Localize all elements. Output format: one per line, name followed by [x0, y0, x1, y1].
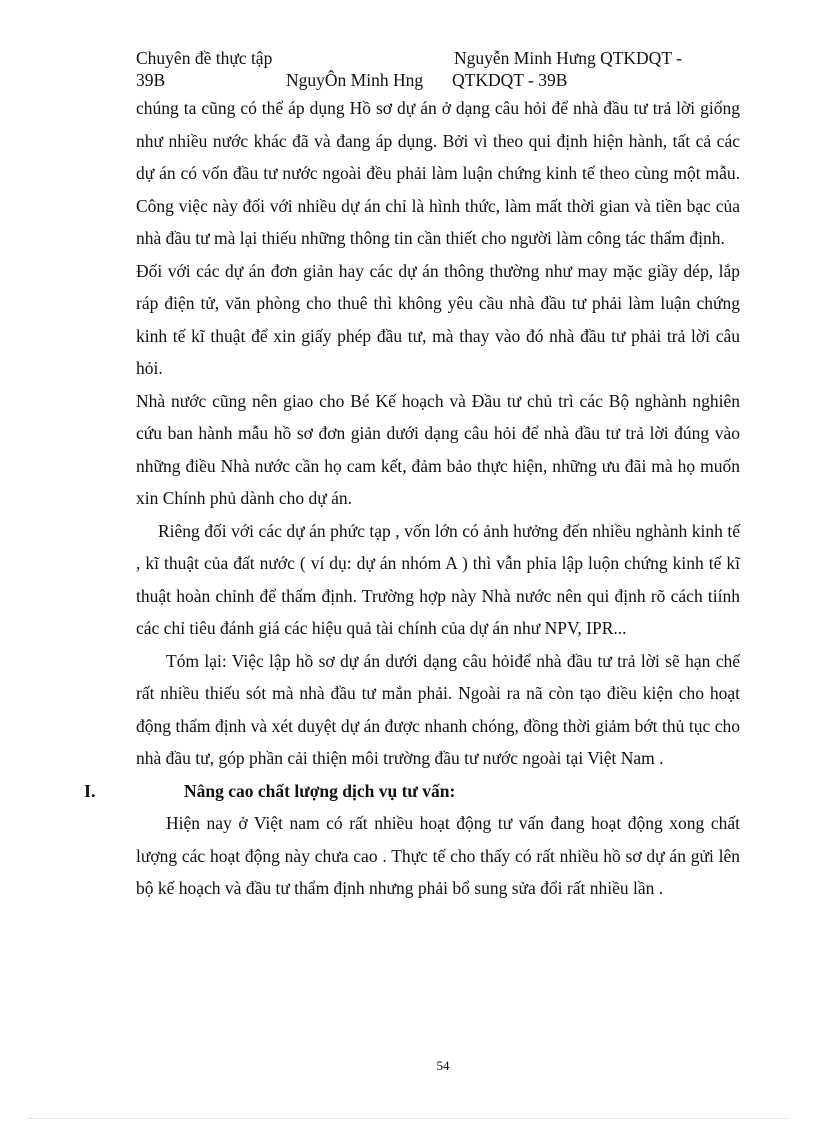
paragraph-2: Đối với các dự án đơn giản hay các dự án thông thường như may mặc giầy dép, lắp ráp điện tử, văn phòng cho thuê thì không yêu cầu nhà đầu tư phải làm luận chứng kinh tế kĩ thuật để xin giấy phép đầu tư, mà thay vào đó nhà đầu tư phải trả lời câu hỏi. [136, 260, 740, 378]
document-body [84, 92, 740, 905]
paragraph-1: chúng ta cũng có thể áp dụng Hồ sơ dự án ở dạng câu hỏi để nhà đầu tư trả lời giống như nhiều nước khác đã và đang áp dụng. Bởi vì theo qui định hiện hành, tất cả các dự án có vốn đầu tư nước ngoài đều phải làm luận chứng kinh tế theo cùng một mẫu. Công việc này đối với nhiều dự án chỉ là hình thức, làm mất thời gian và tiền bạc của nhà đầu tư mà lại thiếu những thông tin cần thiết cho người làm công tác thẩm định. [136, 98, 740, 248]
header-author-class: Nguyễn Minh Hưng QTKDQT - [454, 48, 682, 68]
header-class-suffix: 39B [136, 70, 166, 90]
section-heading [84, 775, 740, 808]
section-title: Nâng cao chất lượng dịch vụ tư vấn: [184, 780, 456, 801]
footer-divider [28, 1118, 788, 1119]
header-author-garbled: NguyÔn Minh Hng [286, 70, 424, 90]
section-number: I. [84, 780, 96, 801]
paragraph-5: Tóm lại: Việc lập hồ sơ dự án dưới dạng câu hỏiđể nhà đầu tư trả lời sẽ hạn chế rất nhiều thiếu sót mà nhà đầu tư mắn phải. Ngoài ra nã còn tạo điều kiện cho hoạt động thẩm định và xét duyệt dự án được nhanh chóng, đồng thời giảm bớt thủ tục cho nhà đầu tư, góp phần cải thiện môi trường đầu tư nước ngoài tại Việt Nam . [136, 650, 740, 768]
page-number: 54 [436, 1058, 450, 1073]
header-class-code: QTKDQT - 39B [452, 70, 568, 90]
header-course-title: Chuyên đề thực tập [136, 48, 273, 68]
paragraph-3: Nhà nước cũng nên giao cho Bé Kế hoạch và Đầu tư chủ trì các Bộ nghành nghiên cứu ban hành mẫu hồ sơ đơn giản dưới dạng câu hỏi để nhà đầu tư trả lời đúng vào những điều Nhà nước cần họ cam kết, đảm bảo thực hiện, những ưu đãi mà họ muốn xin Chính phủ dành cho dự án. [136, 390, 740, 508]
paragraph-4: Riêng đối với các dự án phức tạp , vốn lớn có ảnh hưởng đến nhiều nghành kinh tế , kĩ thuật của đất nước ( ví dụ: dự án nhóm A ) thì vẫn phỉa lập luộn chứng kinh tế kĩ thuật hoàn chỉnh để thẩm định. Trường hợp này Nhà nước nên qui định rõ cách tiính các chỉ tiêu đánh giá các hiệu quả tài chính của dự án như NPV, IPR... [136, 520, 740, 638]
section-paragraph: Hiện nay ở Việt nam có rất nhiều hoạt động tư vấn đang hoạt động xong chất lượng các hoạt động này chưa cao . Thực tế cho thấy có rất nhiều hồ sơ dự án gửi lên bộ kế hoạch và đầu tư thẩm định nhưng phải bổ sung sửa đổi rất nhiều lần . [136, 813, 740, 898]
